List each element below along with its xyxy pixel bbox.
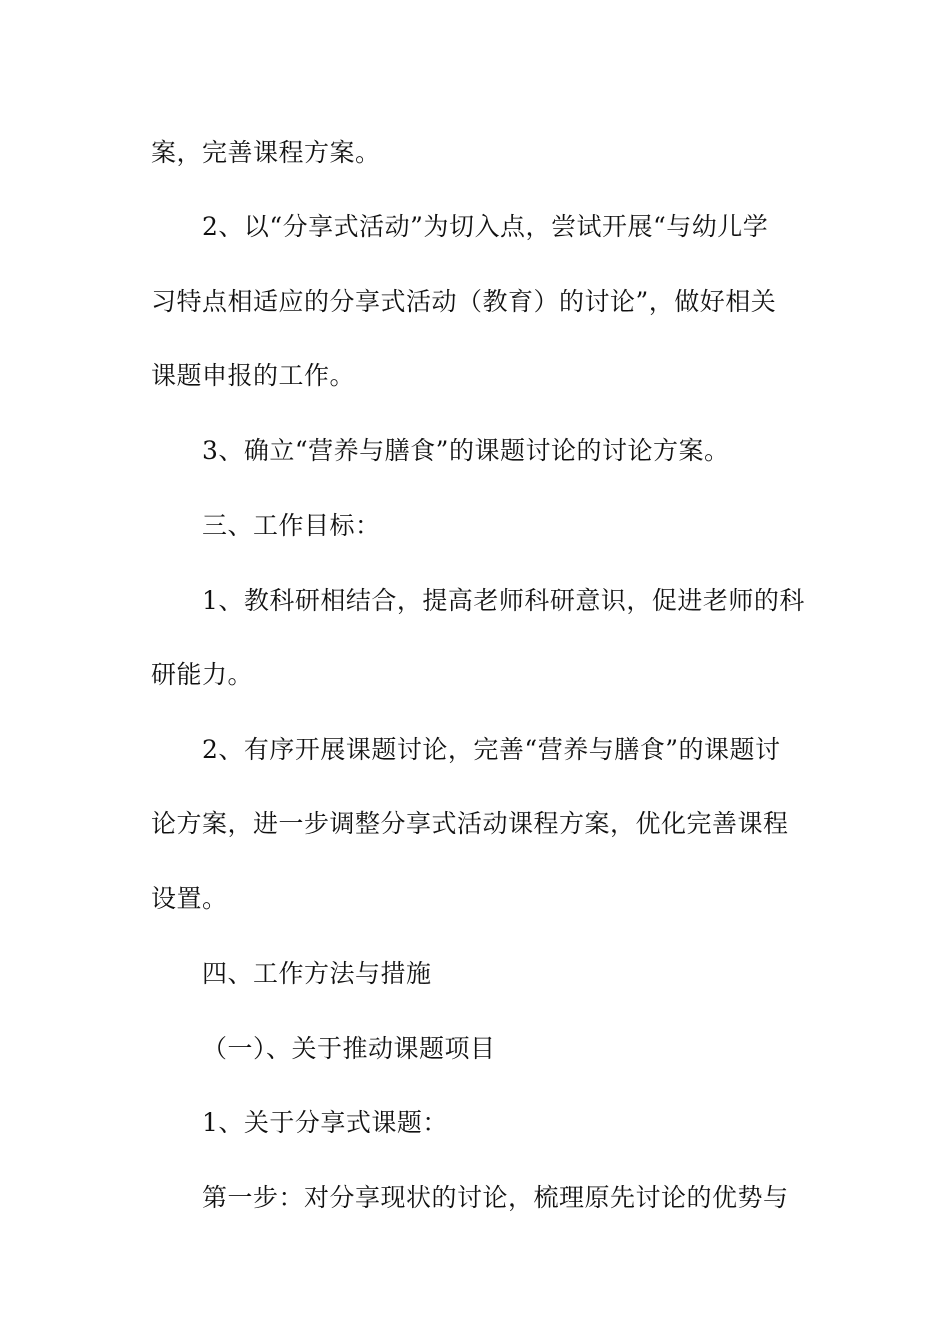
section-heading: 四、工作方法与措施 (202, 959, 432, 988)
paragraph-line: 2、有序开展课题讨论，完善“营养与膳食”的课题讨 (202, 735, 781, 764)
paragraph-line: 案，完善课程方案。 (151, 138, 381, 167)
paragraph-line: 3、确立“营养与膳食”的课题讨论的讨论方案。 (202, 436, 730, 465)
paragraph-line: 设置。 (151, 884, 228, 913)
paragraph-line: 1、关于分享式课题： (202, 1108, 448, 1137)
subsection-heading: （一）、关于推动课题项目 (202, 1034, 496, 1063)
paragraph-line: 论方案，进一步调整分享式活动课程方案，优化完善课程 (151, 809, 789, 838)
paragraph-line: 第一步：对分享现状的讨论，梳理原先讨论的优势与 (202, 1183, 789, 1212)
paragraph-line: 2、以“分享式活动”为切入点，尝试开展“与幼儿学 (202, 212, 769, 241)
paragraph-line: 课题申报的工作。 (151, 361, 356, 390)
paragraph-line: 研能力。 (151, 660, 254, 689)
section-heading: 三、工作目标： (202, 511, 381, 540)
paragraph-line: 习特点相适应的分享式活动（教育）的讨论”，做好相关 (151, 287, 777, 316)
paragraph-line: 1、教科研相结合，提高老师科研意识，促进老师的科 (202, 586, 805, 615)
